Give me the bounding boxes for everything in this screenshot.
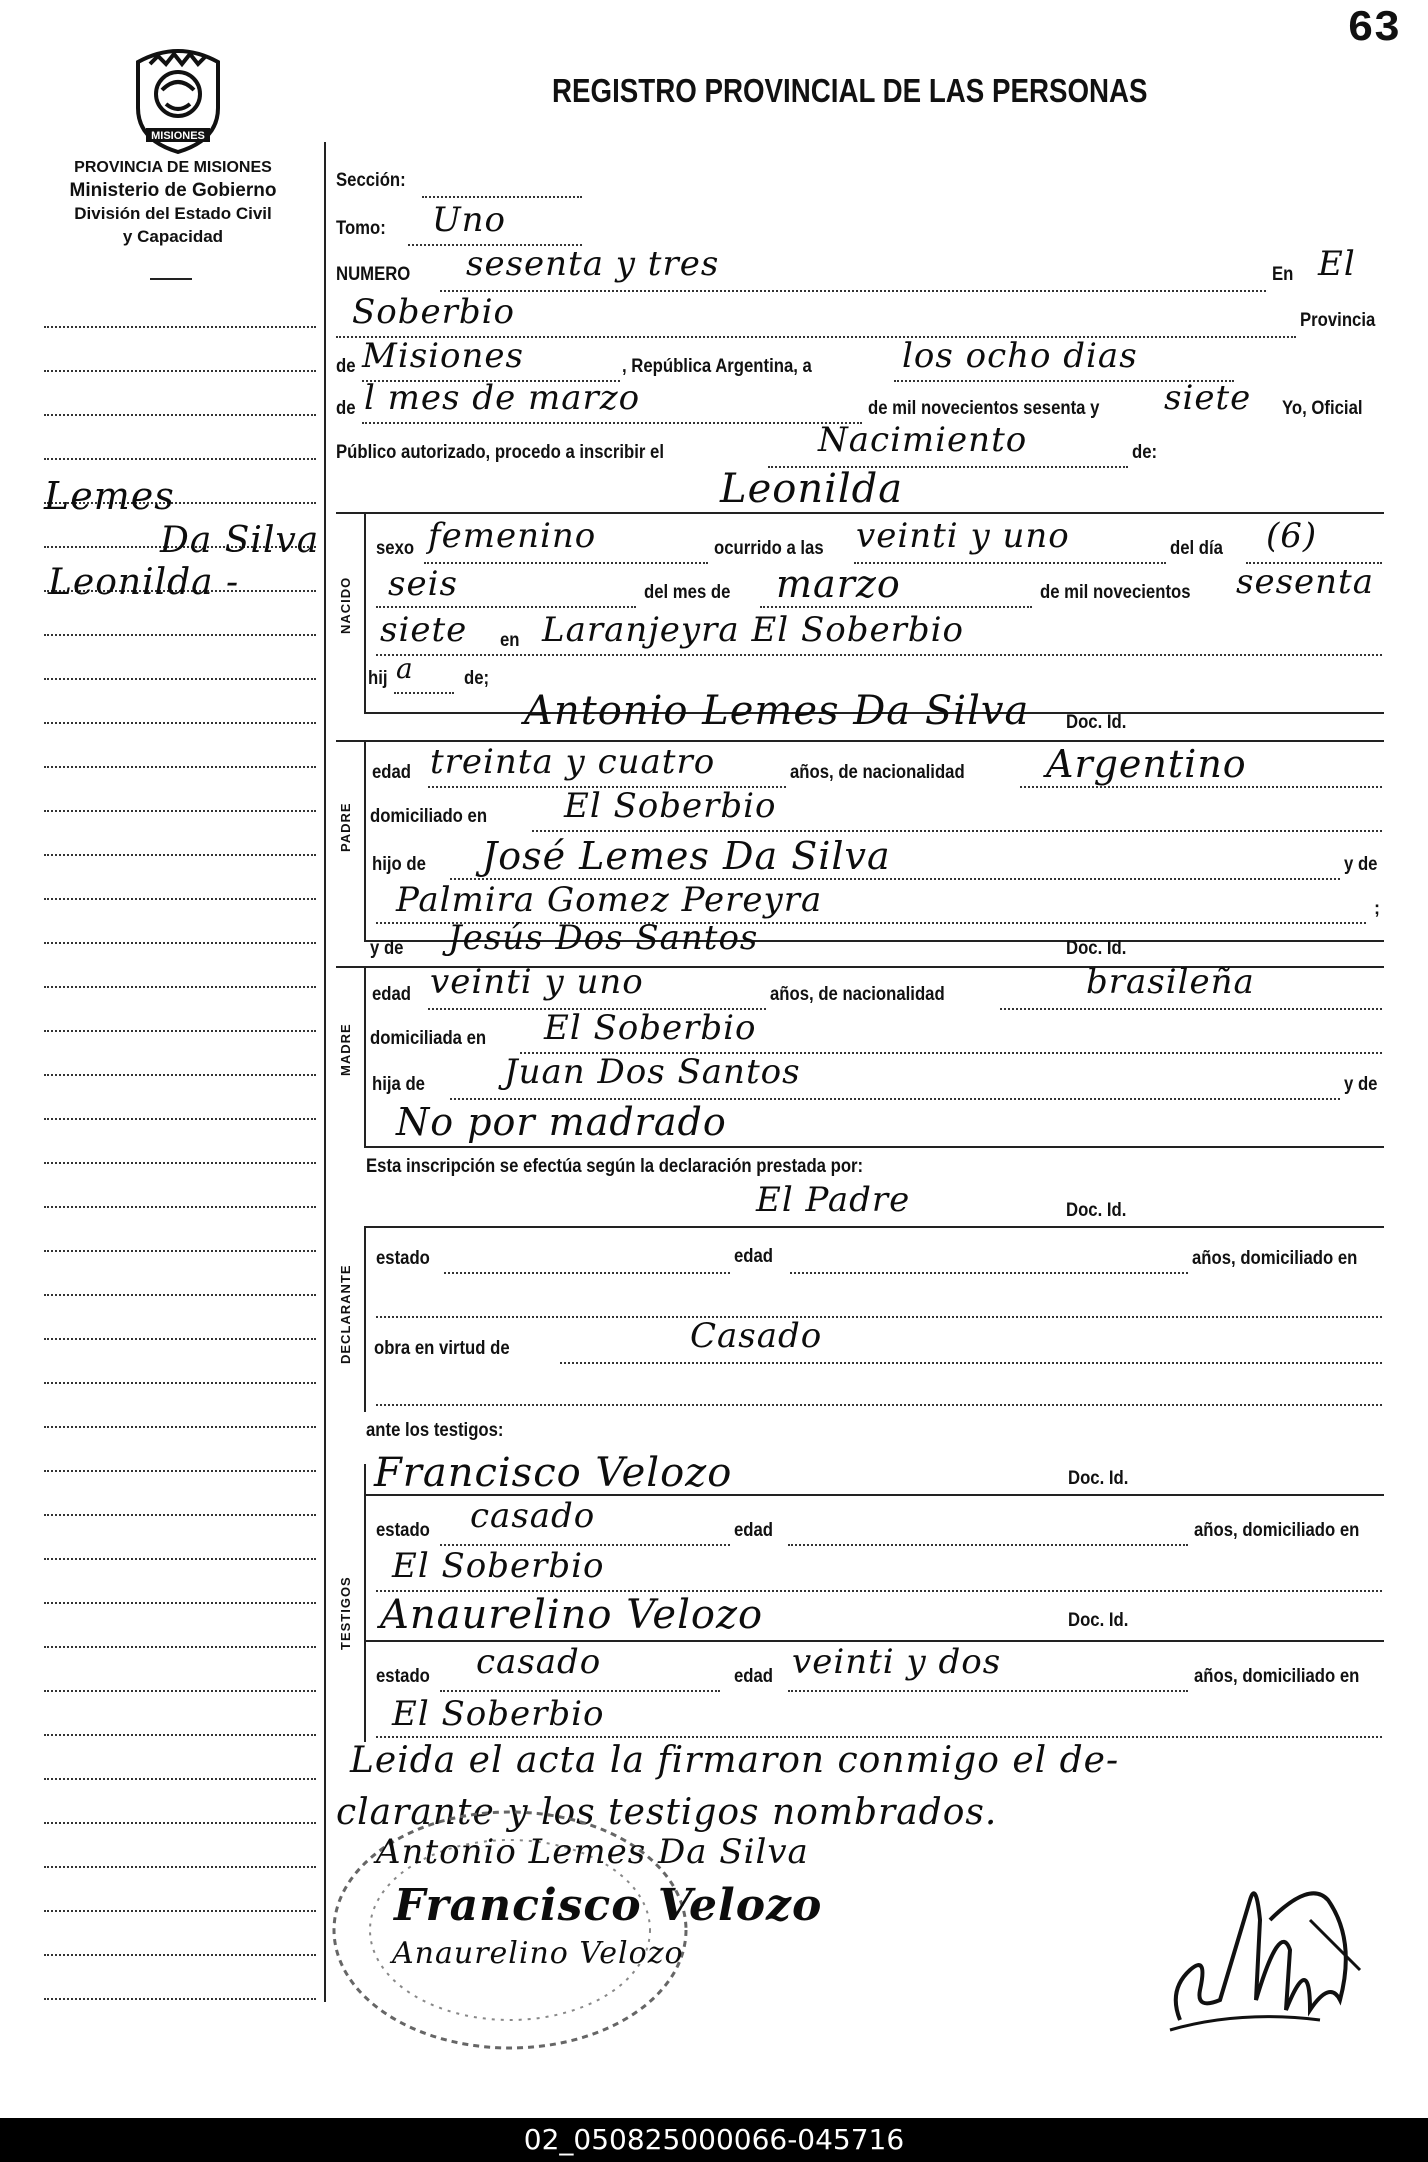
margin-ruled-line	[44, 986, 316, 988]
margin-ruled-line	[44, 1074, 316, 1076]
numero-value: sesenta y tres	[466, 244, 720, 284]
margin-ruled-line	[44, 1910, 316, 1912]
padre-doc-id-label: Doc. Id.	[1066, 712, 1127, 733]
margin-ruled-line	[44, 458, 316, 460]
declarante-edad-label: edad	[734, 1246, 774, 1267]
margin-ruled-line	[44, 722, 316, 724]
testigo2-estado-dots	[440, 1690, 720, 1692]
mes-dots	[362, 422, 862, 424]
testigo2-value: Anaurelino Velozo	[380, 1592, 764, 1638]
testigo1-anos-dom-label: años, domiciliado en	[1194, 1520, 1360, 1541]
testigos-label: TESTIGOS	[338, 1576, 353, 1650]
declarante-estado-label: estado	[376, 1248, 430, 1269]
hijo-de-label: hijo de	[372, 854, 426, 875]
margin-ruled-line	[44, 1162, 316, 1164]
testigo1-estado-value: casado	[470, 1496, 596, 1536]
firma-padre: Antonio Lemes Da Silva	[376, 1832, 809, 1872]
dia-texto-dots	[376, 606, 636, 608]
hij-dots	[394, 692, 454, 694]
padre-border	[364, 740, 366, 940]
margin-ruled-line	[44, 766, 316, 768]
margin-ruled-line	[44, 1294, 316, 1296]
margin-note-line2: Da Silva	[160, 520, 320, 561]
margin-ruled-line	[44, 414, 316, 416]
mes-nac-value: marzo	[776, 562, 901, 606]
obra-label: obra en virtud de	[374, 1338, 510, 1359]
padre-label: PADRE	[338, 802, 353, 852]
margin-ruled-line	[44, 1602, 316, 1604]
testigo2-edad-dots	[788, 1690, 1188, 1692]
declarante-value: El Padre	[756, 1180, 911, 1220]
margin-ruled-line	[44, 898, 316, 900]
testigos-label-text: ante los testigos:	[366, 1420, 504, 1441]
hora-value: veinti y uno	[856, 516, 1070, 556]
padre-dom-label: domiciliado en	[370, 806, 488, 827]
testigo2-estado-value: casado	[476, 1642, 602, 1682]
testigo2-doc-id-label: Doc. Id.	[1068, 1610, 1129, 1631]
testigo2-edad-label: edad	[734, 1666, 774, 1687]
nombre-line	[336, 512, 1384, 514]
padre-edad-label: edad	[372, 762, 412, 783]
de-semicolon-label: de;	[464, 668, 490, 689]
authority-capacity: y Capacidad	[122, 227, 224, 246]
declarante-dom-dots	[376, 1316, 1382, 1318]
madre-anos-nac-label: años, de nacionalidad	[770, 984, 945, 1005]
madre-border	[364, 966, 366, 1146]
cierre-line2: clarante y los testigos nombrados.	[336, 1792, 998, 1833]
de2-label: de	[336, 398, 356, 419]
dia-num-value: (6)	[1266, 516, 1318, 556]
padre-dom-value: El Soberbio	[564, 786, 777, 826]
madre-edad-label: edad	[372, 984, 412, 1005]
authority-division: División del Estado Civil	[74, 204, 272, 223]
testigo2-anos-dom-label: años, domiciliado en	[1194, 1666, 1360, 1687]
del-dia-label: del día	[1170, 538, 1223, 559]
page-number: 63	[1347, 4, 1400, 54]
numero-label: NUMERO	[336, 264, 411, 285]
madre-label: MADRE	[338, 1023, 353, 1076]
firma-testigo1: Francisco Velozo	[394, 1880, 823, 1931]
madre-nac-dots	[1000, 1008, 1382, 1010]
firma-testigo2: Anaurelino Velozo	[392, 1936, 684, 1971]
madre-edad-value: veinti y uno	[430, 962, 644, 1002]
numero-dots	[440, 290, 1266, 292]
nacido-label: NACIDO	[338, 576, 353, 634]
declarante-doc-id-label: Doc. Id.	[1066, 1200, 1127, 1221]
abuelo-m-value: Juan Dos Santos	[504, 1052, 801, 1092]
margin-note-line1: Lemes	[44, 474, 175, 518]
testigo2-dom-dots	[376, 1736, 1382, 1738]
de-colon-label: de:	[1132, 442, 1158, 463]
sexo-dots	[424, 562, 708, 564]
de-mil-nov-label: de mil novecientos	[1040, 582, 1191, 603]
testigo1-edad-dots	[788, 1544, 1188, 1546]
margin-ruled-line	[44, 1206, 316, 1208]
seccion-label: Sección:	[336, 170, 406, 191]
y-de-m-label: y de	[1344, 1074, 1378, 1095]
republica-label: , República Argentina, a	[622, 356, 812, 377]
declarante-anos-dom-label: años, domiciliado en	[1192, 1248, 1358, 1269]
lugar-nac-dots	[376, 654, 1382, 656]
declaracion-label: Esta inscripción se efectúa según la declaración prestada por:	[366, 1156, 864, 1177]
margin-ruled-line	[44, 1382, 316, 1384]
sexo-value: femenino	[428, 516, 597, 556]
obra-value: Casado	[690, 1316, 823, 1356]
en-label: En	[1272, 264, 1294, 285]
margin-ruled-line	[44, 942, 316, 944]
seccion-dots	[422, 196, 582, 198]
margin-ruled-line	[44, 326, 316, 328]
testigo1-value: Francisco Velozo	[374, 1450, 733, 1496]
hora-dots	[854, 562, 1166, 564]
testigo1-dom-value: El Soberbio	[392, 1546, 605, 1586]
y-de-label: y de	[1344, 854, 1378, 875]
provincia-value: Misiones	[362, 336, 524, 376]
official-signature	[1160, 1860, 1390, 2040]
margin-ruled-line	[44, 1426, 316, 1428]
madre-nac-value: brasileña	[1086, 962, 1255, 1002]
margin-ruled-line	[44, 1338, 316, 1340]
lugar-value: Soberbio	[352, 292, 516, 332]
hija-de-label: hija de	[372, 1074, 425, 1095]
del-mes-label: del mes de	[644, 582, 731, 603]
padre-dom-dots	[532, 830, 1382, 832]
mes-nac-dots	[760, 606, 1032, 608]
tomo-value: Uno	[432, 200, 507, 240]
margin-ruled-line	[44, 1646, 316, 1648]
tomo-label: Tomo:	[336, 218, 386, 239]
testigo2-dom-value: El Soberbio	[392, 1694, 605, 1734]
mes-value: l mes de marzo	[364, 378, 641, 418]
ano-nac1-value: sesenta	[1236, 562, 1374, 602]
madre-bottom-line	[364, 1146, 1384, 1148]
hij-suffix-value: a	[396, 652, 414, 685]
abuela-p-value: Palmira Gomez Pereyra	[396, 880, 823, 920]
padre-value: Antonio Lemes Da Silva	[524, 688, 1030, 734]
madre-dom-label: domiciliada en	[370, 1028, 487, 1049]
padre-nac-dots	[1020, 786, 1382, 788]
declarante-name-line	[364, 1226, 1384, 1228]
sexo-label: sexo	[376, 538, 415, 559]
page-title: REGISTRO PROVINCIAL DE LAS PERSONAS	[552, 72, 1148, 109]
de-label: de	[336, 356, 356, 377]
margin-ruled-line	[44, 1250, 316, 1252]
testigo2-estado-label: estado	[376, 1666, 430, 1687]
provincia-label: Provincia	[1300, 310, 1376, 331]
cierre-line1: Leida el acta la firmaron conmigo el de-	[350, 1740, 1120, 1781]
declarante-label: DECLARANTE	[338, 1264, 353, 1364]
abuelo-p-value: José Lemes Da Silva	[482, 834, 891, 878]
testigo1-doc-id-label: Doc. Id.	[1068, 1468, 1129, 1489]
authority-province: PROVINCIA DE MISIONES	[74, 159, 272, 176]
svg-text:MISIONES: MISIONES	[151, 130, 205, 142]
acto-value: Nacimiento	[818, 420, 1028, 460]
dia-value: los ocho dias	[902, 336, 1138, 376]
nombre-value: Leonilda	[720, 466, 904, 512]
margin-ruled-line	[44, 1954, 316, 1956]
ocurrido-label: ocurrido a las	[714, 538, 824, 559]
padre-nac-value: Argentino	[1046, 742, 1247, 786]
declarante-estado-dots	[444, 1272, 730, 1274]
margin-ruled-line	[44, 1690, 316, 1692]
margin-ruled-line	[44, 1118, 316, 1120]
hij-label: hij	[368, 668, 388, 689]
testigos-border	[364, 1464, 366, 1742]
testigo1-edad-label: edad	[734, 1520, 774, 1541]
lugar-nac-value: Laranjeyra El Soberbio	[542, 610, 964, 650]
margin-ruled-line	[44, 370, 316, 372]
main-left-border	[324, 142, 326, 2002]
yo-oficial-label: Yo, Oficial	[1282, 398, 1363, 419]
margin-ruled-line	[44, 854, 316, 856]
dia-texto-value: seis	[388, 564, 458, 604]
margin-ruled-line	[44, 1734, 316, 1736]
padre-edad-value: treinta y cuatro	[430, 742, 716, 782]
madre-dom-value: El Soberbio	[544, 1008, 757, 1048]
declarante-border	[364, 1226, 366, 1412]
margin-ruled-line	[44, 1822, 316, 1824]
margin-ruled-line	[44, 810, 316, 812]
margin-ruled-line	[44, 1866, 316, 1868]
ano-nac2-value: siete	[380, 610, 468, 650]
publico-label: Público autorizado, procedo a inscribir el	[336, 442, 664, 463]
testigo2-edad-value: veinti y dos	[792, 1642, 1002, 1682]
abuela-m-value: No por madrado	[396, 1100, 727, 1144]
madre-doc-id-label: Doc. Id.	[1066, 938, 1127, 959]
y-de-start-label: y de	[370, 938, 404, 959]
margin-ruled-line	[44, 1030, 316, 1032]
madre-value: Jesús Dos Santos	[448, 918, 759, 958]
coat-of-arms-seal	[128, 44, 228, 154]
nacido-border	[364, 512, 366, 712]
padre-anos-nac-label: años, de nacionalidad	[790, 762, 965, 783]
margin-ruled-line	[44, 1514, 316, 1516]
authority-block	[30, 156, 316, 248]
ano-value: siete	[1164, 378, 1252, 418]
en-value: El	[1318, 244, 1356, 284]
declarante-edad-dots	[790, 1272, 1188, 1274]
margin-ruled-line	[44, 1778, 316, 1780]
authority-ministry: Ministerio de Gobierno	[69, 180, 277, 201]
margin-ruled-line	[44, 678, 316, 680]
semicolon-mark: ;	[1374, 898, 1380, 918]
testigo1-estado-label: estado	[376, 1520, 430, 1541]
authority-divider	[150, 278, 192, 280]
margin-ruled-line	[44, 1558, 316, 1560]
obra-dots-2	[376, 1404, 1382, 1406]
margin-ruled-line	[44, 634, 316, 636]
margin-ruled-line	[44, 1470, 316, 1472]
obra-dots	[560, 1362, 1382, 1364]
margin-note-line3: Leonilda -	[48, 562, 240, 603]
mil-nov-label: de mil novecientos sesenta y	[868, 398, 1100, 419]
margin-ruled-line	[44, 1998, 316, 2000]
document-id-bar: 02_050825000066-045716	[0, 2118, 1428, 2162]
en-lugar-label: en	[500, 630, 520, 651]
